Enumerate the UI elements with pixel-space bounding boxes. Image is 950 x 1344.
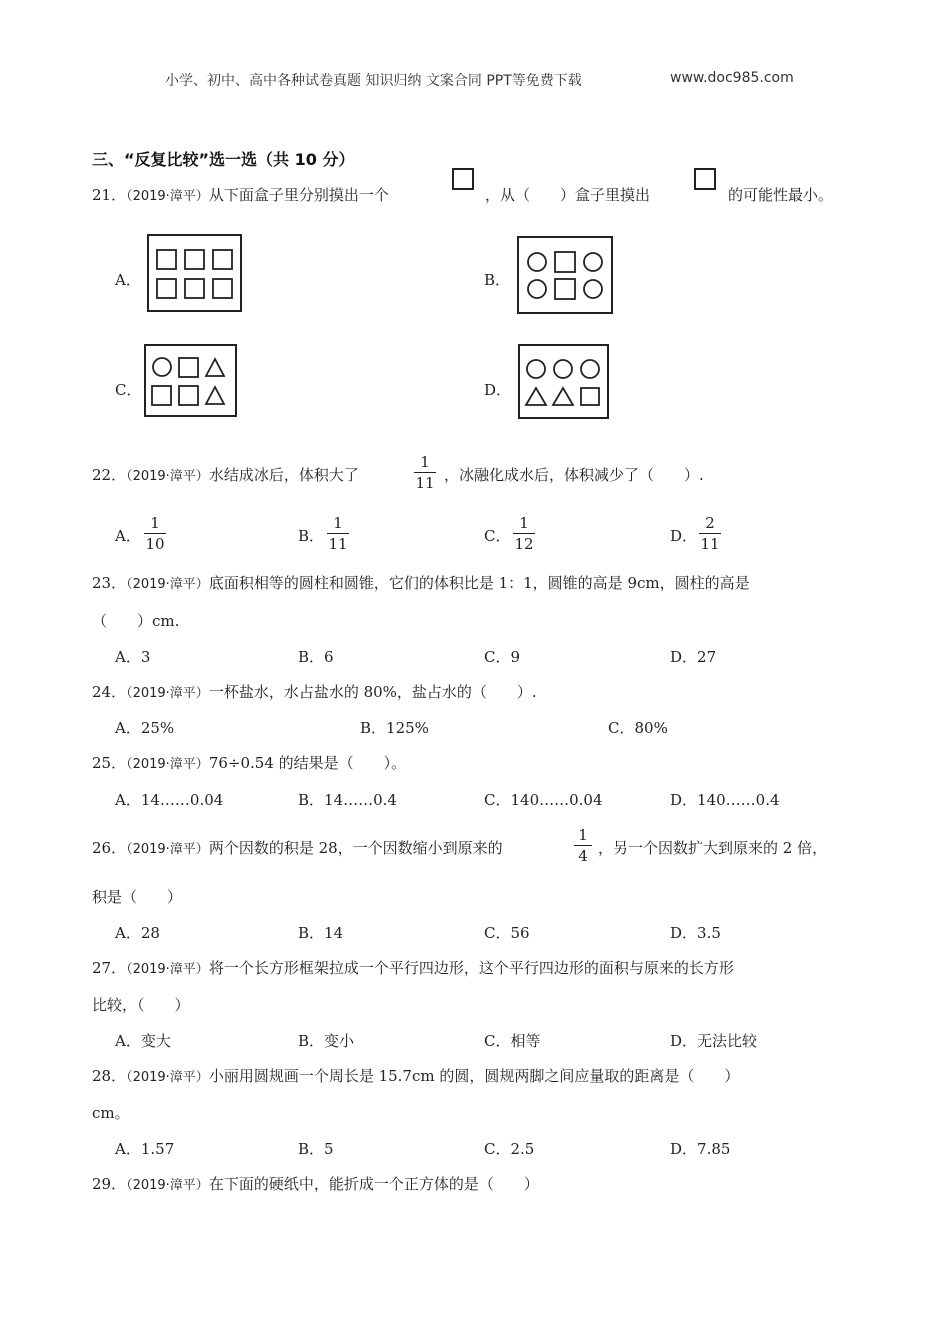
option-b[interactable]: B．5: [298, 1140, 334, 1158]
fraction-one-quarter: [574, 826, 592, 865]
option-c-label[interactable]: C．: [115, 381, 142, 399]
question-text: 在下面的硬纸中，能折成一个正方体的是（ ）: [208, 1175, 539, 1193]
question-text: 水结成冰后，体积大了: [208, 466, 359, 484]
option-a[interactable]: A．14……0.04: [115, 791, 224, 809]
option-c[interactable]: C．140……0.04: [484, 791, 603, 809]
question-21-text-c: 的可能性最小。: [728, 186, 834, 204]
option-a-label[interactable]: A．: [115, 527, 141, 545]
option-d[interactable]: D．3.5: [670, 924, 721, 942]
question-text: 从下面盒子里分别摸出一个: [208, 186, 389, 204]
header-url[interactable]: www.doc985.com: [670, 70, 794, 86]
question-number: 22．: [92, 466, 127, 484]
question-text: 一杯盐水，水占盐水的 80%，盐占水的（ ）.: [208, 683, 537, 701]
question-number: 21．: [92, 186, 127, 204]
option-c[interactable]: C．56: [484, 924, 530, 942]
question-number: 26．: [92, 839, 127, 857]
fraction-one-eleventh: [414, 453, 436, 492]
option-a[interactable]: A．3: [115, 648, 151, 666]
option-a-label[interactable]: A．: [115, 271, 141, 289]
option-b-fraction[interactable]: 1 11: [328, 514, 348, 553]
question-21: [92, 185, 389, 207]
option-c[interactable]: C．相等: [484, 1032, 541, 1050]
box-c-diagram[interactable]: [144, 344, 238, 418]
option-a[interactable]: A．变大: [115, 1032, 171, 1050]
option-d[interactable]: D．140……0.4: [670, 791, 780, 809]
option-a-fraction[interactable]: 1 10: [145, 514, 165, 553]
question-source: （2019·漳平）: [126, 1070, 209, 1085]
question-23: [92, 573, 750, 595]
option-d[interactable]: D．27: [670, 648, 717, 666]
question-text: 76÷0.54 的结果是（ ）。: [208, 754, 407, 772]
option-b-label[interactable]: B．: [298, 527, 325, 545]
numerator: 1: [578, 826, 588, 844]
option-a[interactable]: A．25%: [115, 719, 175, 737]
question-27: [92, 958, 734, 980]
question-text: 两个因数的积是 28，一个因数缩小到原来的: [208, 839, 503, 857]
question-text: 小丽用圆规画一个周长是 15.7cm 的圆，圆规两脚之间应量取的距离是（ ）: [208, 1067, 740, 1085]
question-source: （2019·漳平）: [126, 842, 209, 857]
question-number: 24．: [92, 683, 127, 701]
question-26: [92, 838, 503, 860]
option-d-fraction[interactable]: 2 11: [700, 514, 720, 553]
square-icon: [452, 168, 474, 190]
question-22-text-b: ，冰融化成水后，体积减少了（ ）.: [444, 466, 704, 484]
question-22: [92, 465, 359, 487]
denominator: 4: [578, 847, 588, 865]
question-26-text-b: ，另一个因数扩大到原来的 2 倍，: [598, 839, 828, 857]
question-text: 底面积相等的圆柱和圆锥，它们的体积比是 1：1，圆锥的高是 9cm，圆柱的高是: [208, 574, 750, 592]
option-b-label[interactable]: B．: [484, 271, 511, 289]
question-number: 25．: [92, 754, 127, 772]
question-number: 29．: [92, 1175, 127, 1193]
option-a[interactable]: A．1.57: [115, 1140, 175, 1158]
option-b[interactable]: B．14……0.4: [298, 791, 397, 809]
question-number: 27．: [92, 959, 127, 977]
option-b[interactable]: B．6: [298, 648, 334, 666]
question-source: （2019·漳平）: [126, 577, 209, 592]
header-text: 小学、初中、高中各种试卷真题 知识归纳 文案合同 PPT等免费下载: [165, 73, 582, 89]
option-c-fraction[interactable]: 1 12: [514, 514, 534, 553]
question-source: （2019·漳平）: [126, 757, 209, 772]
question-28-text-b: cm。: [92, 1104, 130, 1122]
question-text: 将一个长方形框架拉成一个平行四边形，这个平行四边形的面积与原来的长方形: [208, 959, 734, 977]
question-27-text-b: 比较，（ ）: [92, 996, 190, 1014]
square-icon: [694, 168, 716, 190]
option-a[interactable]: A．28: [115, 924, 160, 942]
question-source: （2019·漳平）: [126, 469, 209, 484]
option-c[interactable]: C．9: [484, 648, 521, 666]
question-25: [92, 753, 406, 775]
question-source: （2019·漳平）: [126, 962, 209, 977]
question-28: [92, 1066, 739, 1088]
question-23-text-b: （ ）cm.: [92, 612, 180, 630]
denominator: 11: [415, 474, 435, 492]
option-b[interactable]: B．变小: [298, 1032, 355, 1050]
option-d[interactable]: D．无法比较: [670, 1032, 758, 1050]
box-d-diagram[interactable]: [518, 344, 610, 420]
option-d-label[interactable]: D．: [484, 381, 512, 399]
option-d[interactable]: D．7.85: [670, 1140, 731, 1158]
option-b[interactable]: B．125%: [360, 719, 429, 737]
box-b-diagram[interactable]: [517, 236, 615, 316]
option-b[interactable]: B．14: [298, 924, 344, 942]
question-source: （2019·漳平）: [126, 189, 209, 204]
question-number: 23．: [92, 574, 127, 592]
section-title: 三、“反复比较”选一选（共 10 分）: [92, 150, 355, 169]
option-d-label[interactable]: D．: [670, 527, 698, 545]
question-source: （2019·漳平）: [126, 1178, 209, 1193]
numerator: 1: [420, 453, 430, 471]
question-source: （2019·漳平）: [126, 686, 209, 701]
question-24: [92, 682, 537, 704]
question-29: [92, 1174, 539, 1196]
question-26-text-c: 积是（ ）: [92, 888, 183, 906]
question-21-text-b: ，从（ ）盒子里摸出: [485, 186, 651, 204]
option-c[interactable]: C．80%: [608, 719, 668, 737]
option-c-label[interactable]: C．: [484, 527, 511, 545]
option-c[interactable]: C．2.5: [484, 1140, 535, 1158]
question-number: 28．: [92, 1067, 127, 1085]
box-a-diagram[interactable]: [147, 234, 243, 312]
